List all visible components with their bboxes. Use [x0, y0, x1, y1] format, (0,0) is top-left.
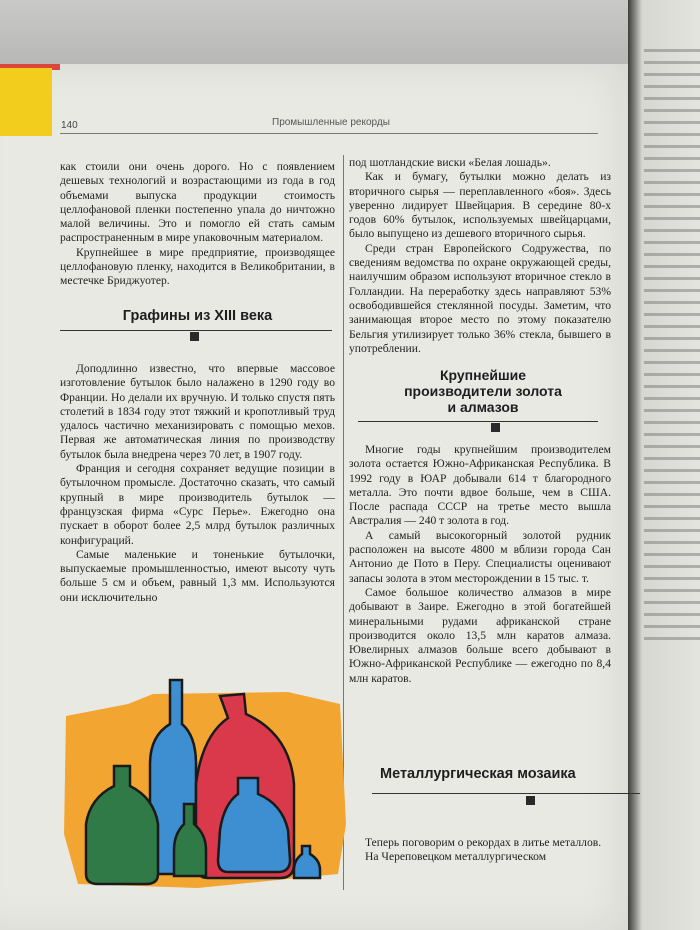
background-surface: [0, 0, 700, 70]
section-title-line: Крупнейшие: [439, 367, 527, 383]
left-section-text: [60, 362, 335, 605]
section-title-metallurgy: Металлургическая мозаика: [380, 766, 576, 782]
paragraph: Среди стран Европейского Содружества, по сведениям ведомства по охране окружающей среды, наилучшим образом используют вторичное стекло в Голландии. На переработку здесь направляют 53% освободившейся стеклянной посуды. Заметим, что занимающая второе место по этому показателю Бельгия утилизирует только 36% стекла, бывшего в употреблении.: [349, 241, 611, 355]
paragraph: под шотландские виски «Белая лошадь».: [349, 156, 551, 169]
header-rule: [60, 133, 598, 134]
running-title: Промышленные рекорды: [272, 117, 390, 128]
section-title-line: и алмазов: [447, 399, 519, 415]
section-rule: [358, 421, 598, 422]
paragraph: На Череповецком металлургическом: [365, 850, 547, 864]
section-title-gold: [352, 367, 614, 415]
facing-page-edge: [628, 0, 700, 930]
left-intro-text: [60, 160, 335, 289]
facing-page-text-lines: [644, 40, 700, 649]
paragraph: А самый высокогорный золотой рудник расположен на высоте 4800 м вблизи города Сан Антонио де Пото в Перу. Специалисты оценивают запасы золота в этом месторождении в 15 тыс. т.: [349, 528, 611, 585]
paragraph: Самое большое количество алмазов в мире добывают в Заире. Ежегодно в этой богатейшей минеральными рудами африканской стране производится около 13,5 млн каратов алмаза. Ювелирных алмазов больше всего добывают в Южно-Африканской Республике — ежегодно по 8,4 млн каратов.: [349, 585, 611, 685]
paragraph: Доподлинно известно, что впервые массовое изготовление бутылок было налажено в 1290 году во Франции. Но делали их вручную. И только спустя пять столетий в 1834 году этот тяжкий и кропотливый труд удалось частично механизировать с помощью мехов. Первая же автоматическая линия по производству бутылок была внедрена через 70 лет, в 1907 году.: [60, 362, 335, 461]
paragraph: как стоили они очень дорого. Но с появлением дешевых технологий и возрастающими из года в год объемами выпуска продукции стоимость целлофановой пленки постепенно упала до ничтожно малой величины. Это и помогло ей стать самым распространенным в мире упаковочным материалом.: [60, 160, 335, 245]
section-rule: [60, 330, 332, 331]
yellow-tab-marker: [0, 68, 52, 136]
right-metallurgy-text: [349, 836, 617, 865]
paragraph: Как и бумагу, бутылки можно делать из вторичного сырья — переплавленного «боя». Здесь уверенно лидирует Швейцария. В середине 80-х годов 60% бутылок, используемых швейцарцами, было выпущено из дешевого вторичного сырья.: [349, 170, 611, 241]
right-gold-text: [349, 443, 611, 686]
page-number: 140: [61, 120, 78, 131]
section-square-marker: [491, 423, 500, 432]
paragraph: Многие годы крупнейшим производителем золота остается Южно-Африканская Республика. В 1992 году в ЮАР добывали 614 т благородного металла. Это почти вдвое больше, чем в США. После распада СССР на третье место вышла Австралия — 240 т золота в год.: [349, 443, 611, 528]
section-square-marker: [190, 332, 199, 341]
section-title-carafes: Графины из XIII века: [122, 308, 273, 324]
bottles-illustration: [58, 674, 348, 892]
section-title-line: производители золота: [404, 383, 562, 399]
paragraph: Самые маленькие и тоненькие бутылочки, выпускаемые промышленностью, имеют высоту чуть больше 5 см и объем, равный 1,3 мм. Используются они исключительно: [60, 547, 335, 604]
right-top-text: [349, 156, 611, 356]
paragraph: Теперь поговорим о рекордах в литье металлов.: [365, 836, 602, 849]
section-rule: [372, 793, 640, 794]
section-square-marker: [526, 796, 535, 805]
paragraph: Франция и сегодня сохраняет ведущие позиции в бутылочном промысле. Достаточно сказать, что самый крупный в мире производитель бутылок — французская фирма «Сурс Перье». Ежегодно она пускает в оборот более 2,5 млрд бутылок различных конфигураций.: [60, 462, 335, 547]
paragraph: Крупнейшее в мире предприятие, производящее целлофановую пленку, находится в Великобритании, в местечке Бриджуотер.: [60, 245, 335, 288]
